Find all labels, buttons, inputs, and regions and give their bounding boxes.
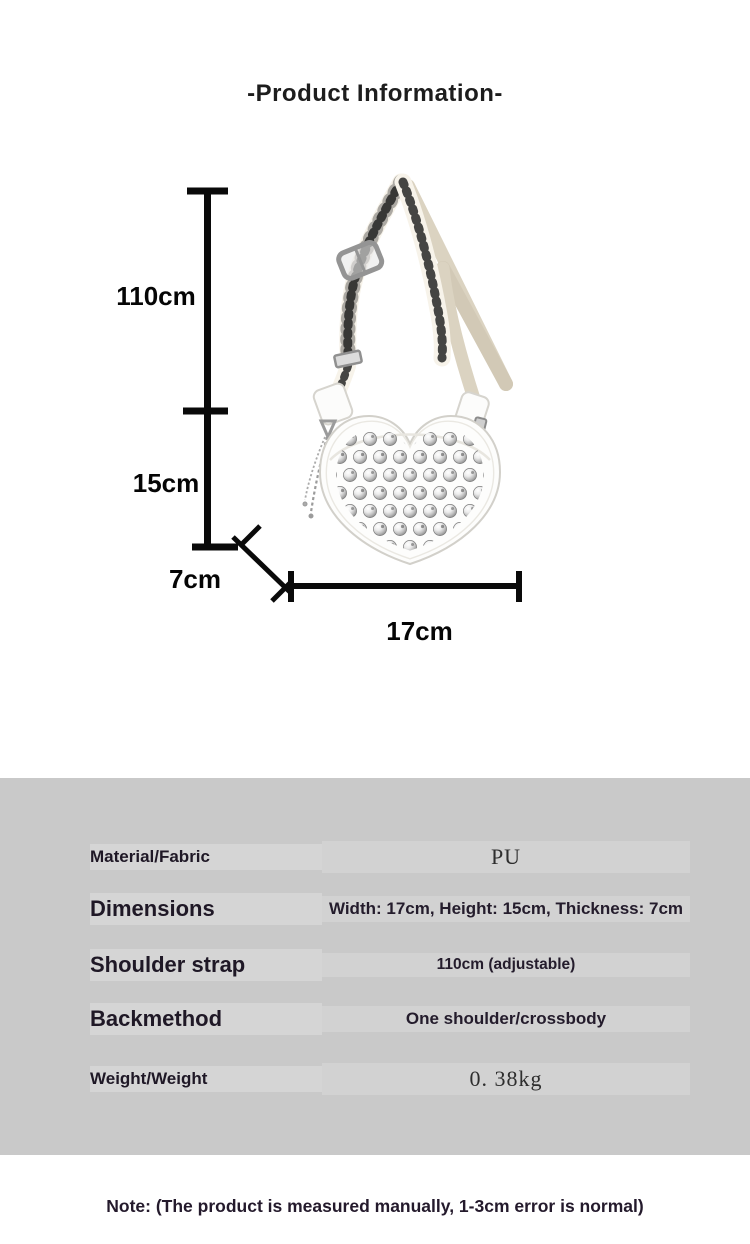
spec-row-material (90, 840, 690, 874)
spec-row-backmethod (90, 1002, 690, 1036)
bag-width-label: 17cm (386, 616, 453, 646)
spec-label: Dimensions (90, 893, 322, 925)
page-title: -Product Information- (247, 80, 503, 107)
spec-row-dimensions (90, 892, 690, 926)
bag-height-label: 15cm (132, 468, 200, 498)
spec-value: One shoulder/crossbody (322, 1006, 690, 1032)
spec-label: Backmethod (90, 1003, 322, 1035)
spec-label: Shoulder strap (90, 949, 322, 981)
bag-thickness-label: 7cm (168, 564, 222, 594)
spec-row-weight (90, 1062, 690, 1096)
measurement-note: Note: (The product is measured manually, 1-3cm error is normal) (106, 1196, 644, 1216)
spec-label: Weight/Weight (90, 1066, 322, 1092)
spec-label: Material/Fabric (90, 844, 322, 870)
spec-value: Width: 17cm, Height: 15cm, Thickness: 7cm (322, 896, 690, 922)
strap-length-label: 110cm (116, 281, 196, 311)
spec-row-shoulder-strap (90, 948, 690, 982)
strap-buckle-icon (337, 240, 384, 280)
spec-value: 0. 38kg (322, 1063, 690, 1095)
spec-value: 110cm (adjustable) (322, 953, 690, 977)
strap-metal-link (334, 350, 362, 367)
product-image (290, 160, 550, 600)
spec-panel (0, 778, 750, 1155)
spec-value: PU (322, 841, 690, 873)
